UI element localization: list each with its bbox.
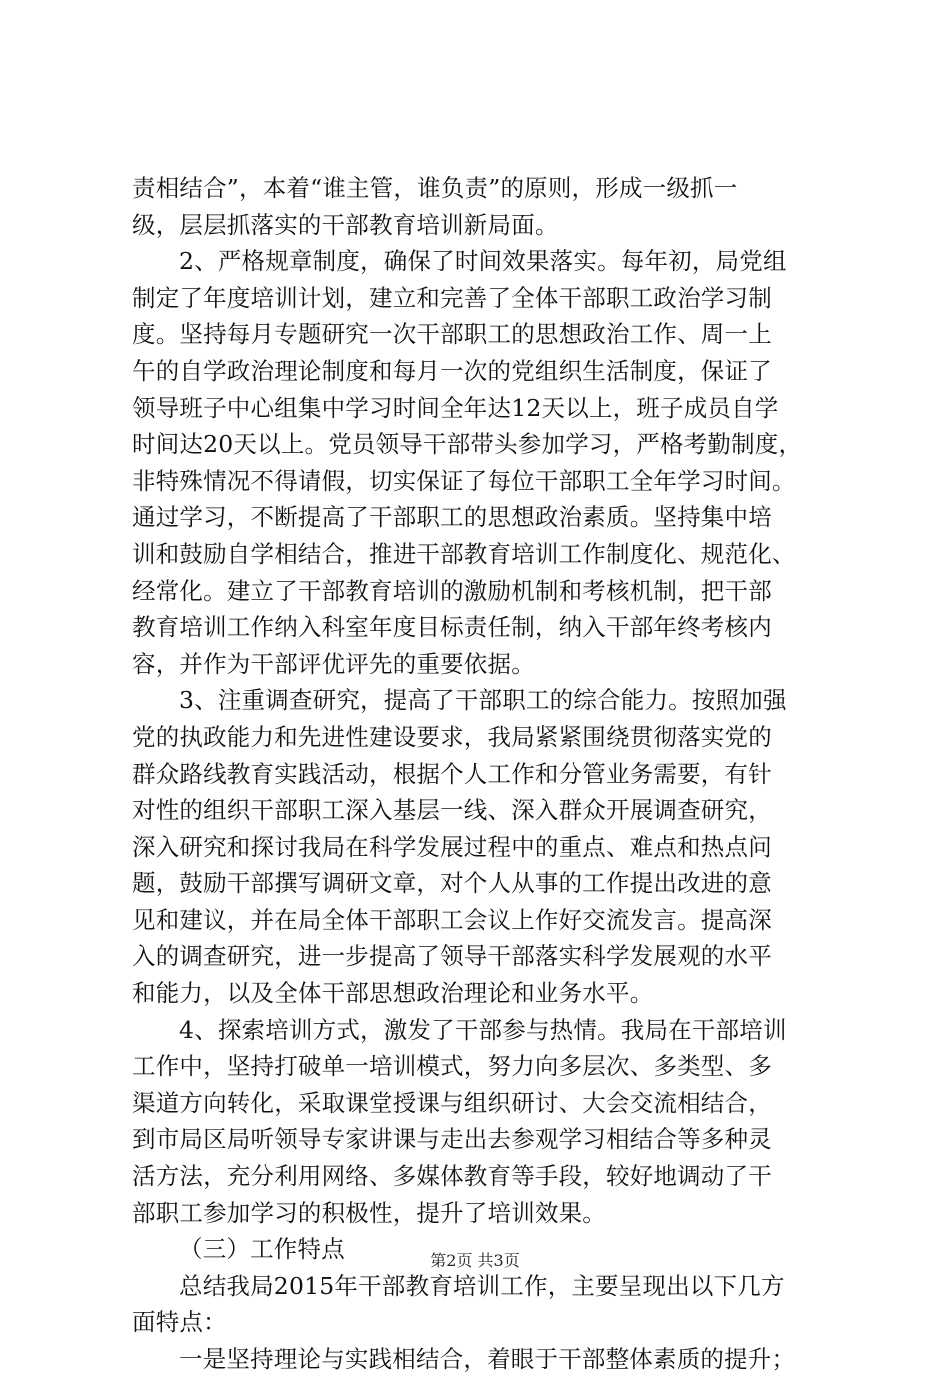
text-line: 经常化。建立了干部教育培训的激励机制和考核机制，把干部 <box>132 576 772 605</box>
paragraph-start-line: 总结我局2015年干部教育培训工作，主要呈现出以下几方 <box>179 1271 785 1300</box>
section-heading: （三）工作特点 <box>179 1235 345 1264</box>
text-line: 级，层层抓落实的干部教育培训新局面。 <box>132 210 559 239</box>
text-line: 领导班子中心组集中学习时间全年达12天以上，班子成员自学 <box>132 393 779 422</box>
document-body <box>132 170 832 1378</box>
text-line: 训和鼓励自学相结合，推进干部教育培训工作制度化、规范化、 <box>132 539 796 568</box>
text-line: 见和建议，并在局全体干部职工会议上作好交流发言。提高深 <box>132 905 772 934</box>
text-line: 渠道方向转化，采取课堂授课与组织研讨、大会交流相结合， <box>132 1088 772 1117</box>
text-line: 时间达20天以上。党员领导干部带头参加学习，严格考勤制度， <box>132 430 803 459</box>
text-line: 到市局区局听领导专家讲课与走出去参观学习相结合等多种灵 <box>132 1125 772 1154</box>
text-line: 深入研究和探讨我局在科学发展过程中的重点、难点和热点问 <box>132 832 772 861</box>
paragraph-start-line: 一是坚持理论与实践相结合，着眼于干部整体素质的提升； <box>179 1345 796 1373</box>
text-line: 非特殊情况不得请假，切实保证了每位干部职工全年学习时间。 <box>132 466 796 495</box>
text-line: 对性的组织干部职工深入基层一线、深入群众开展调查研究， <box>132 796 772 825</box>
page-number-footer: 第2页 共3页 <box>430 1251 520 1270</box>
text-line: 入的调查研究，进一步提高了领导干部落实科学发展观的水平 <box>132 942 772 971</box>
text-line: 责相结合”，本着“谁主管，谁负责”的原则，形成一级抓一 <box>132 174 738 202</box>
paragraph-start-line: 4、探索培训方式，激发了干部参与热情。我局在干部培训 <box>179 1015 787 1044</box>
text-line: 容，并作为干部评优评先的重要依据。 <box>132 649 535 678</box>
text-line: 活方法，充分利用网络、多媒体教育等手段，较好地调动了干 <box>132 1162 772 1191</box>
paragraph-start-line: 2、严格规章制度，确保了时间效果落实。每年初，局党组 <box>179 247 787 276</box>
text-line: 通过学习，不断提高了干部职工的思想政治素质。坚持集中培 <box>132 503 772 532</box>
text-line: 群众路线教育实践活动，根据个人工作和分管业务需要，有针 <box>132 759 772 788</box>
text-line: 面特点： <box>132 1308 227 1337</box>
text-line: 度。坚持每月专题研究一次干部职工的思想政治工作、周一上 <box>132 320 772 349</box>
text-line: 午的自学政治理论制度和每月一次的党组织生活制度，保证了 <box>132 356 772 385</box>
text-line: 制定了年度培训计划，建立和完善了全体干部职工政治学习制 <box>132 283 772 312</box>
paragraph-start-line: 3、注重调查研究，提高了干部职工的综合能力。按照加强 <box>179 686 787 715</box>
text-line: 党的执政能力和先进性建设要求，我局紧紧围绕贯彻落实党的 <box>132 722 772 751</box>
text-line: 工作中，坚持打破单一培训模式，努力向多层次、多类型、多 <box>132 1052 772 1081</box>
text-line: 教育培训工作纳入科室年度目标责任制，纳入干部年终考核内 <box>132 613 772 642</box>
text-line: 题，鼓励干部撰写调研文章，对个人从事的工作提出改进的意 <box>132 869 772 898</box>
text-line: 部职工参加学习的积极性，提升了培训效果。 <box>132 1198 606 1227</box>
text-line: 和能力，以及全体干部思想政治理论和业务水平。 <box>132 979 654 1008</box>
